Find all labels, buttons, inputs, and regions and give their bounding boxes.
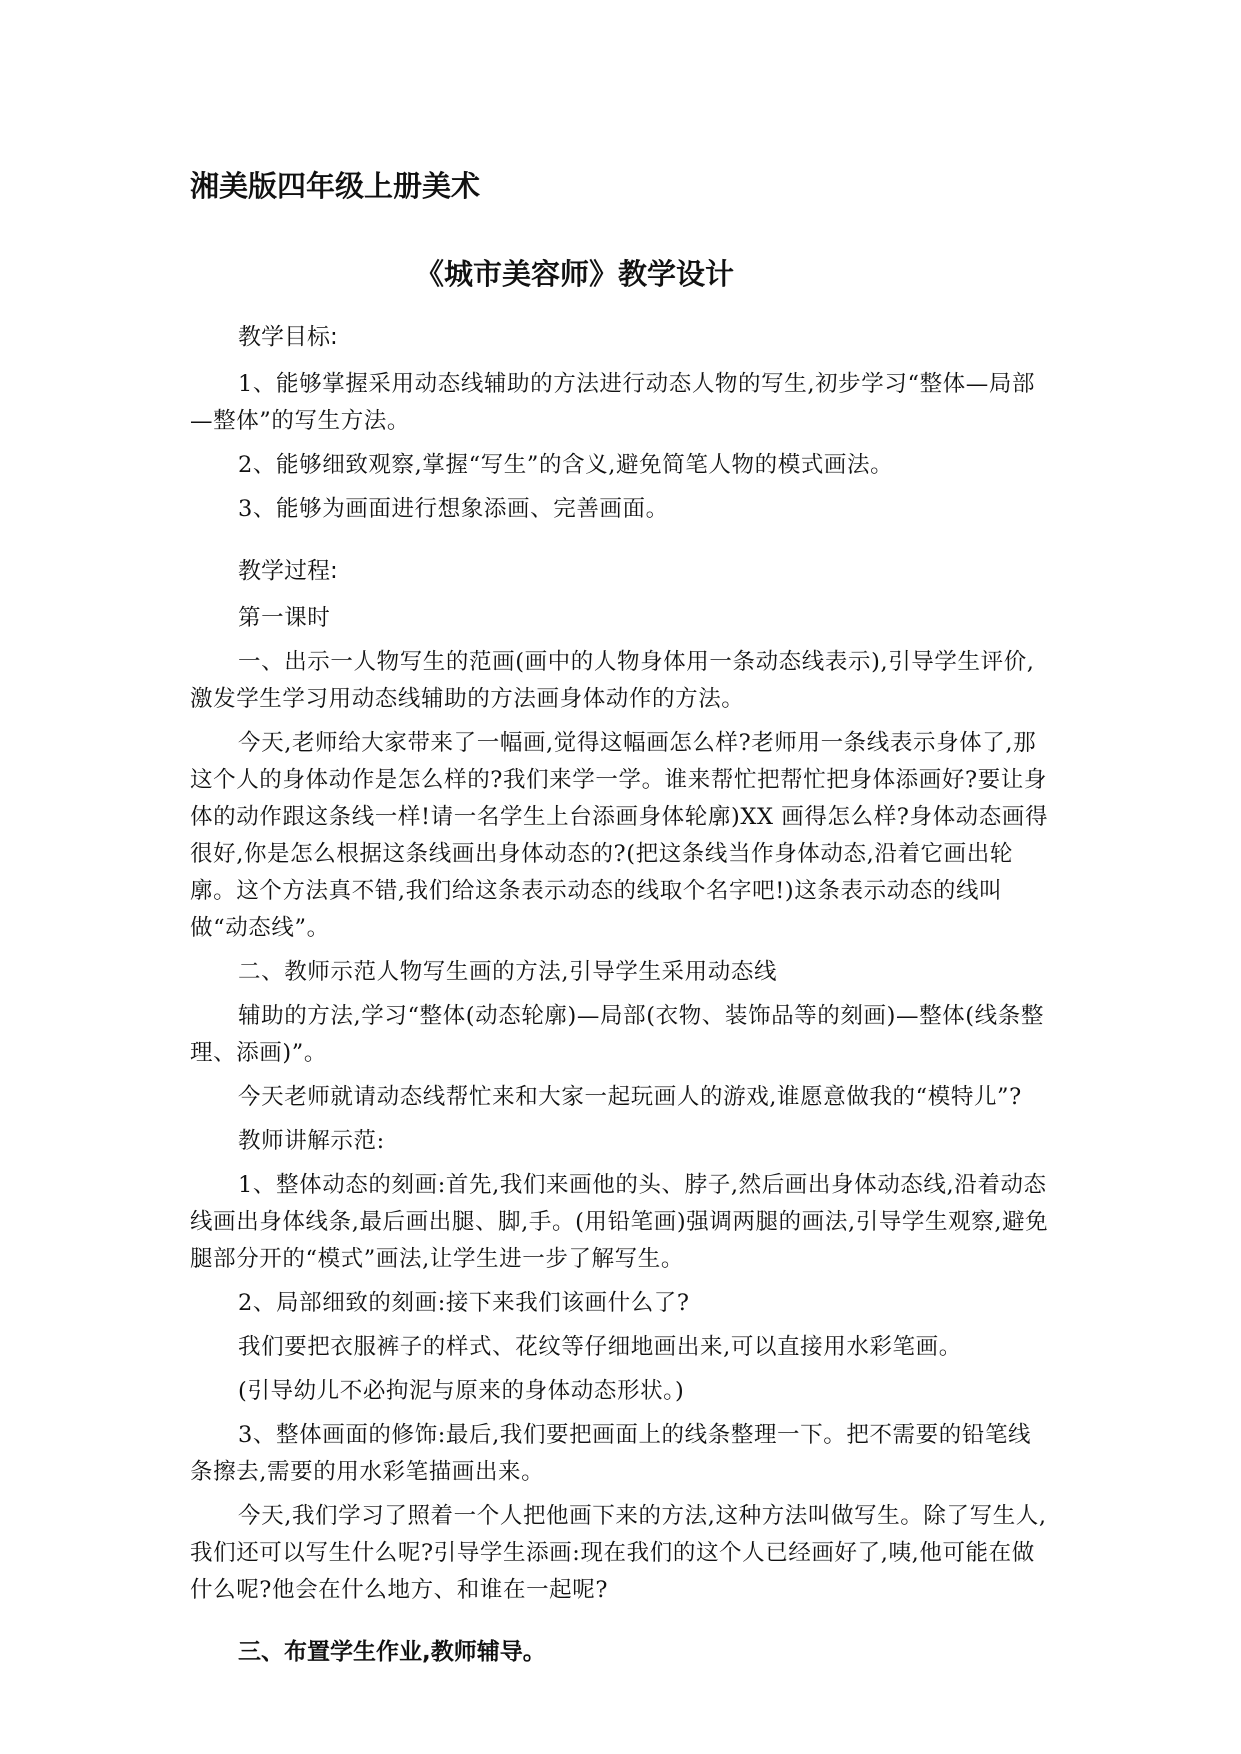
body-paragraph: 1、整体动态的刻画:首先,我们来画他的头、脖子,然后画出身体动态线,沿着动态线画出身体线条,最后画出腿、脚,手。(用铅笔画)强调两腿的画法,引导学生观察,避免腿部分开的“模式”画法,让学生进一步了解写生。 [190,1172,1049,1272]
body-paragraph: 今天,我们学习了照着一个人把他画下来的方法,这种方法叫做写生。除了写生人,我们还可以写生什么呢?引导学生添画:现在我们的这个人已经画好了,咦,他可能在做什么呢?他会在什么地方、和谁在一起呢? [190,1503,1047,1603]
goal-item-1: 1、能够掌握采用动态线辅助的方法进行动态人物的写生,初步学习“整体—局部—整体”的写生方法。 [190,371,1036,434]
body-paragraph: 二、教师示范人物写生画的方法,引导学生采用动态线 [238,959,778,985]
goals-heading: 教学目标: [238,324,338,350]
goal-item-3: 3、能够为画面进行想象添画、完善画面。 [238,496,669,522]
document-title: 《城市美容师》教学设计 [415,257,735,291]
body-paragraph: 今天老师就请动态线帮忙来和大家一起玩画人的游戏,谁愿意做我的“模特儿”? [238,1084,1022,1110]
body-paragraph: 一、出示一人物写生的范画(画中的人物身体用一条动态线表示),引导学生评价,激发学生学习用动态线辅助的方法画身体动作的方法。 [190,649,1035,712]
body-paragraph: 辅助的方法,学习“整体(动态轮廓)—局部(衣物、装饰品等的刻画)—整体(线条整理、添画)”。 [190,1003,1044,1066]
closing-heading: 三、布置学生作业,教师辅导。 [238,1639,546,1665]
goal-item-2: 2、能够细致观察,掌握“写生”的含义,避免简笔人物的模式画法。 [238,452,894,478]
document-page [190,150,1050,1669]
document-header: 湘美版四年级上册美术 [190,169,481,203]
body-paragraph: 我们要把衣服裤子的样式、花纹等仔细地画出来,可以直接用水彩笔画。 [238,1334,962,1360]
body-paragraph: 2、局部细致的刻画:接下来我们该画什么了? [238,1290,690,1316]
body-paragraph: 3、整体画面的修饰:最后,我们要把画面上的线条整理一下。把不需要的铅笔线条擦去,需要的用水彩笔描画出来。 [190,1422,1032,1485]
process-heading: 教学过程: [238,558,338,584]
lesson-label: 第一课时 [238,605,331,631]
body-paragraph: (引导幼儿不必拘泥与原来的身体动态形状。) [238,1378,685,1404]
body-paragraph: 今天,老师给大家带来了一幅画,觉得这幅画怎么样?老师用一条线表示身体了,那这个人的身体动作是怎么样的?我们来学一学。谁来帮忙把帮忙把身体添画好?要让身体的动作跟这条线一样!请一名学生上台添画身体轮廓)XX 画得怎么样?身体动态画得很好,你是怎么根据这条线画出身体动态的?(把这条线当作身体动态,沿着它画出轮廓。这个方法真不错,我们给这条表示动态的线取个名字吧!)这条表示动态的线叫做“动态线”。 [190,730,1049,941]
body-paragraph: 教师讲解示范: [238,1128,385,1154]
